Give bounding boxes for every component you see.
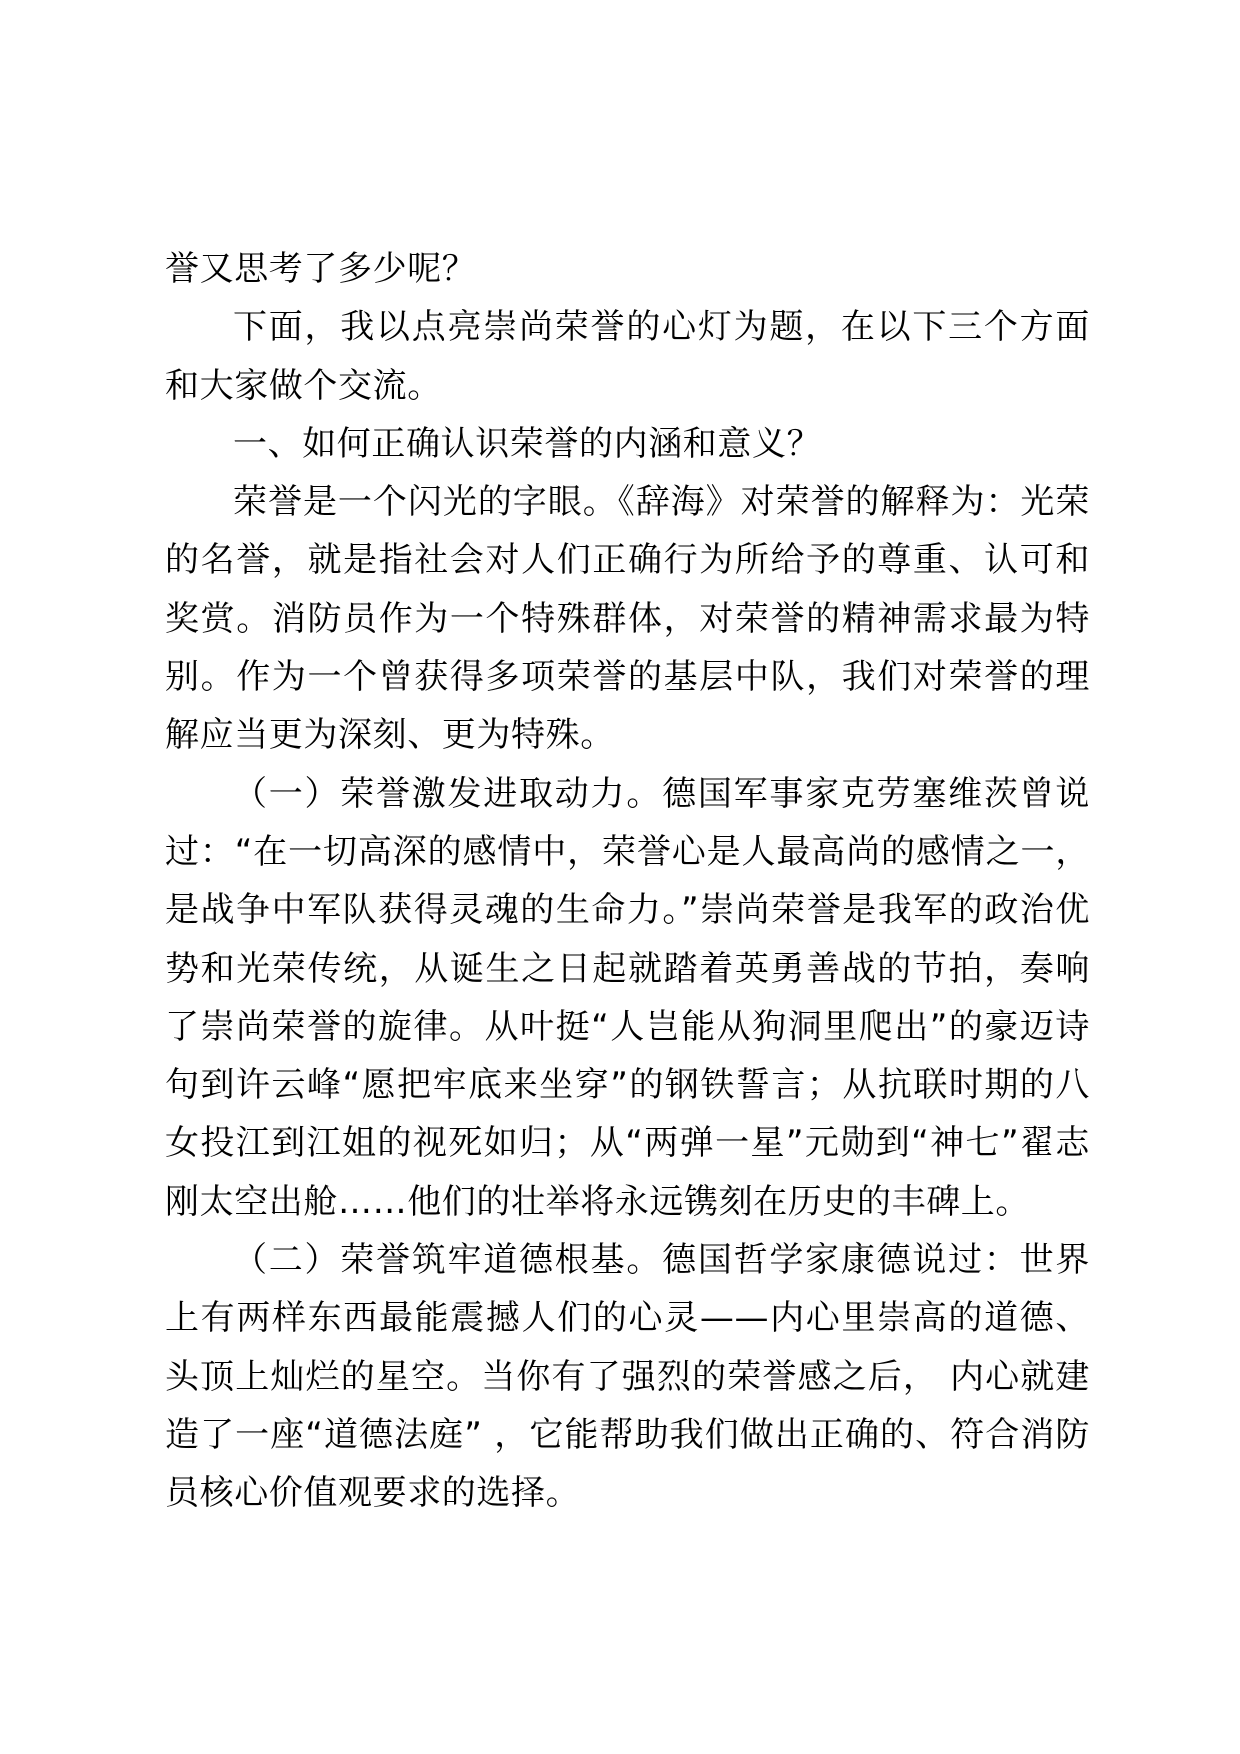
paragraph-honor-definition: 荣誉是一个闪光的字眼。《辞海》对荣誉的解释为：光荣的名誉，就是指社会对人们正确行为所给予的尊重、认可和奖赏。消防员作为一个特殊群体，对荣誉的精神需求最为特别。作为一个曾获得多项荣誉的基层中队，我们对荣誉的理解应当更为深刻、更为特殊。 (165, 482, 1090, 756)
paragraph-continuation: 誉又思考了多少呢？ (165, 249, 477, 289)
document-body (165, 240, 1090, 1523)
subsection-2-paragraph: （二）荣誉筑牢道德根基。德国哲学家康德说过：世界上有两样东西最能震撼人们的心灵——内心里崇高的道德、头顶上灿烂的星空。当你有了强烈的荣誉感之后， 内心就建造了一座“道德法庭” ，它能帮助我们做出正确的、符合消防员核心价值观要求的选择。 (165, 1240, 1090, 1514)
paragraph-intro: 下面，我以点亮崇尚荣誉的心灯为题，在以下三个方面和大家做个交流。 (165, 307, 1090, 406)
section-heading-1: 一、如何正确认识荣誉的内涵和意义？ (233, 423, 822, 464)
subsection-1-paragraph: （一）荣誉激发进取动力。德国军事家克劳塞维茨曾说过：“在一切高深的感情中，荣誉心是人最高尚的感情之一，是战争中军队获得灵魂的生命力。”崇尚荣誉是我军的政治优势和光荣传统，从诞生之日起就踏着英勇善战的节拍，奏响了崇尚荣誉的旋律。从叶挺“人岂能从狗洞里爬出”的豪迈诗句到许云峰“愿把牢底来坐穿”的钢铁誓言；从抗联时期的八女投江到江姐的视死如归；从“两弹一星”元勋到“神七”翟志刚太空出舱……他们的壮举将永远镌刻在历史的丰碑上。 (165, 773, 1090, 1222)
